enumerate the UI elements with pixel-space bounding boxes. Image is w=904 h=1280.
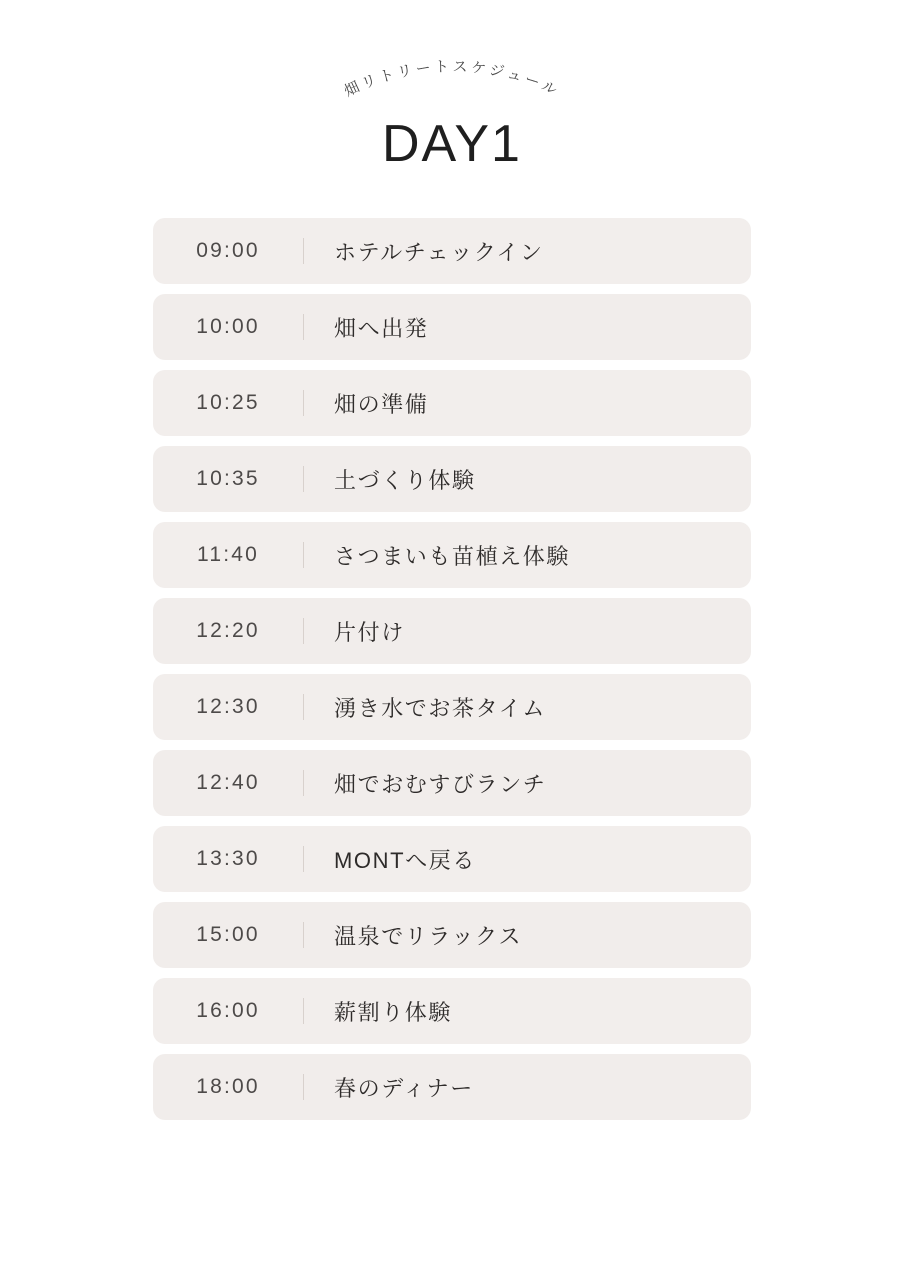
table-row xyxy=(153,750,751,816)
row-time: 10:00 xyxy=(196,315,260,338)
row-activity: 畑の準備 xyxy=(334,391,429,417)
row-activity: 春のディナー xyxy=(334,1075,474,1101)
row-time: 12:20 xyxy=(196,619,260,642)
table-row xyxy=(153,218,751,284)
row-activity: さつまいも苗植え体験 xyxy=(334,543,571,569)
row-time: 13:30 xyxy=(196,847,260,870)
row-time: 11:40 xyxy=(197,543,259,566)
table-row xyxy=(153,978,751,1044)
row-time: 12:30 xyxy=(196,695,260,718)
row-time: 10:25 xyxy=(196,391,260,414)
table-row xyxy=(153,598,751,664)
table-row xyxy=(153,826,751,892)
table-row xyxy=(153,446,751,512)
table-row xyxy=(153,522,751,588)
arc-title-textpath: 畑リトリートスケジュール xyxy=(341,58,563,101)
row-time: 15:00 xyxy=(196,923,260,946)
page-title: DAY1 xyxy=(382,115,522,173)
row-activity: 畑でおむすびランチ xyxy=(334,771,547,797)
table-row xyxy=(153,902,751,968)
row-activity: 片付け xyxy=(334,619,405,645)
row-activity: ホテルチェックイン xyxy=(334,239,544,265)
row-time: 10:35 xyxy=(196,467,260,490)
row-activity: 土づくり体験 xyxy=(334,467,476,493)
page-header xyxy=(0,0,904,200)
row-activity: 薪割り体験 xyxy=(334,999,453,1025)
row-time: 18:00 xyxy=(196,1075,260,1098)
row-activity: MONTへ戻る xyxy=(334,847,476,873)
row-time: 09:00 xyxy=(196,239,260,262)
row-activity: 温泉でリラックス xyxy=(334,923,523,949)
row-activity: 畑へ出発 xyxy=(334,315,429,341)
row-time: 12:40 xyxy=(196,771,260,794)
table-row xyxy=(153,294,751,360)
arc-title-text xyxy=(342,58,563,100)
row-time: 16:00 xyxy=(196,999,260,1022)
table-row xyxy=(153,1054,751,1120)
row-activity: 湧き水でお茶タイム xyxy=(334,695,546,721)
table-row xyxy=(153,674,751,740)
schedule-list xyxy=(153,218,751,1130)
table-row xyxy=(153,370,751,436)
